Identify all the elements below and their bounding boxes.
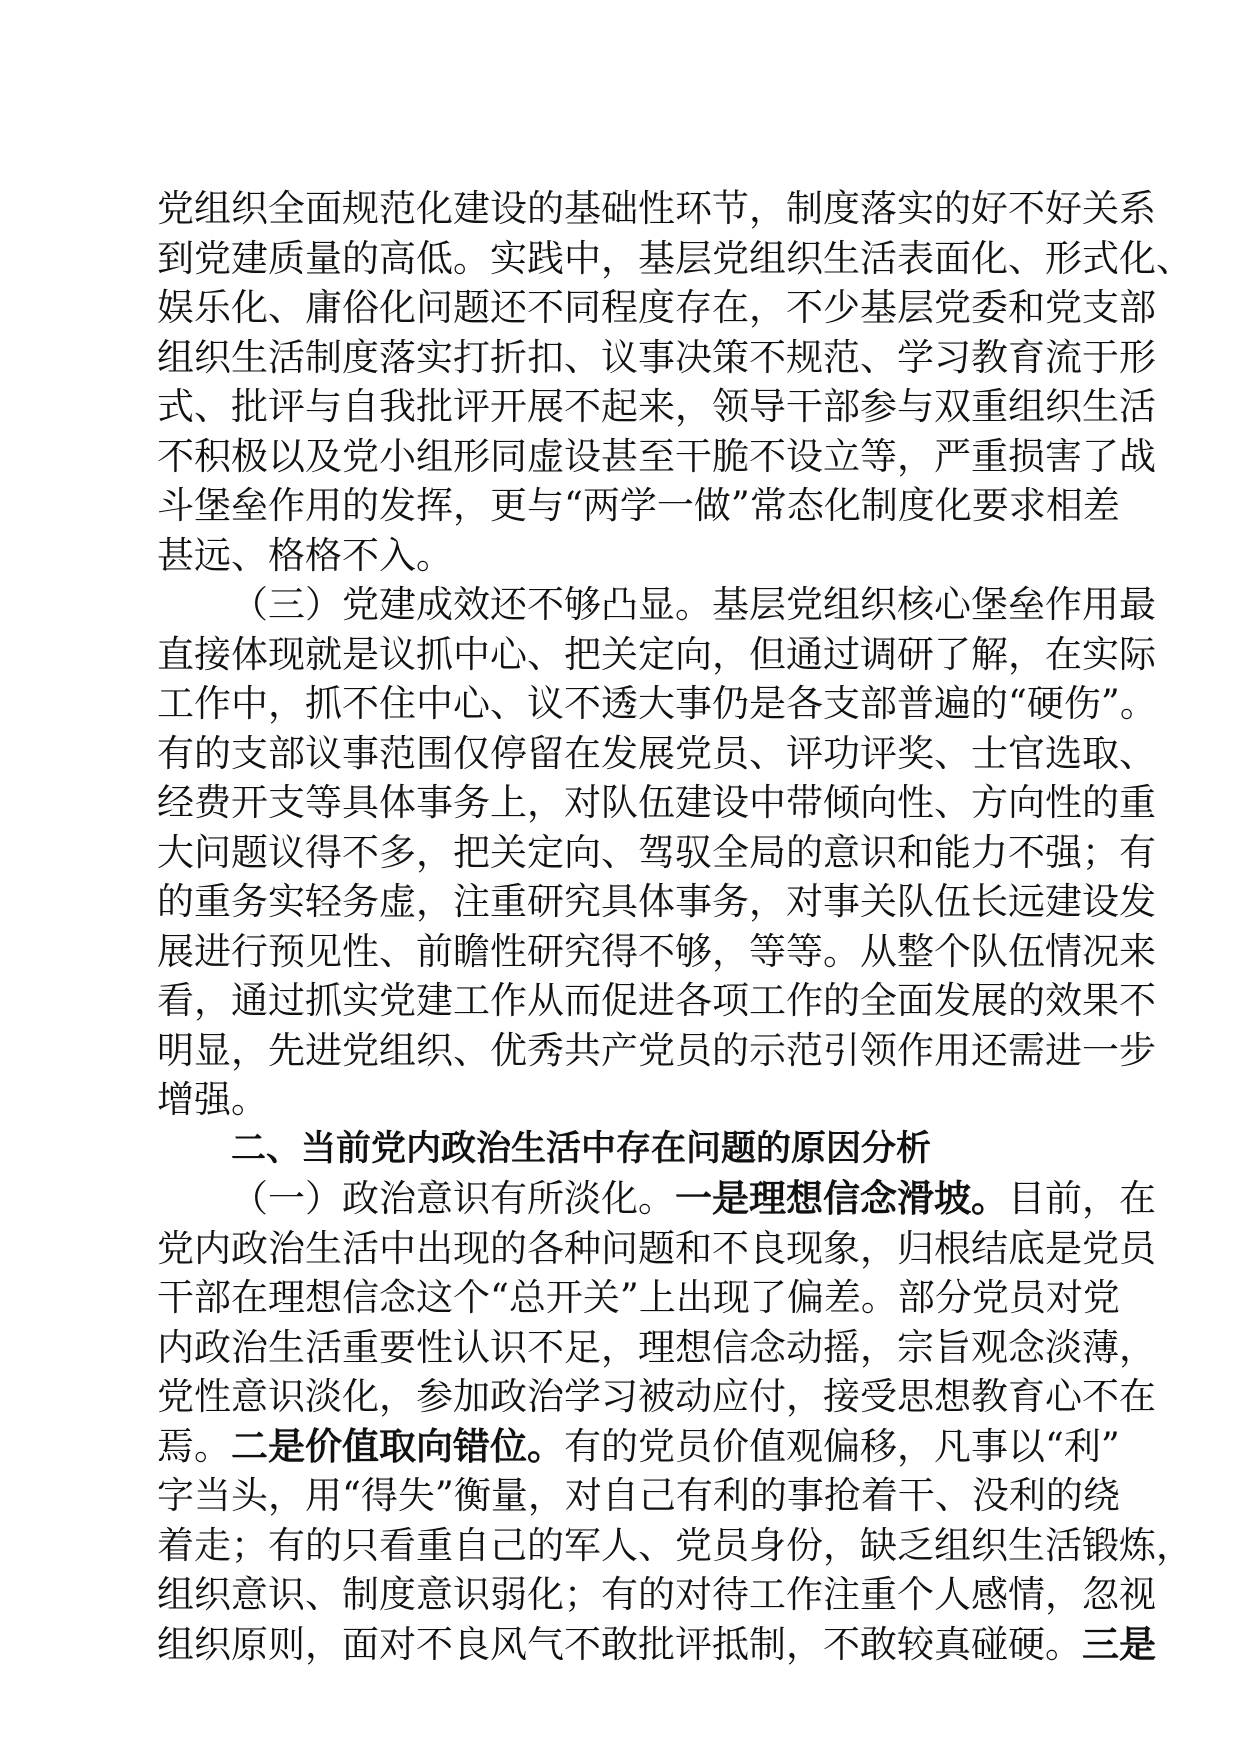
body-text: 看，通过抓实党建工作从而促进各项工作的全面发展的效果不 (157, 979, 1156, 1022)
body-text: 党性意识淡化，参加政治学习被动应付，接受思想教育心不在 (157, 1375, 1156, 1418)
body-text: 有的党员价值观偏移，凡事以“利” (564, 1424, 1120, 1468)
text-line (157, 1620, 1156, 1670)
text-line (157, 1471, 1120, 1521)
body-text: 的重务实轻务虚，注重研究具体事务，对事关队伍长远建设发 (157, 880, 1156, 923)
text-line (157, 481, 1120, 531)
text-line (157, 184, 1156, 234)
text-line (157, 580, 1156, 630)
body-text: 展进行预见性、前瞻性研究得不够，等等。从整个队伍情况来 (157, 929, 1156, 973)
body-text: （三）党建成效还不够凸显。基层党组织核心堡垒作用最 (231, 583, 1156, 626)
bold-text: 三是 (1082, 1622, 1156, 1666)
bold-text: 一是理想信念滑坡。 (675, 1177, 1008, 1220)
body-text: 斗堡垒作用的发挥，更与“两学一做”常态化制度化要求相差 (157, 484, 1120, 527)
body-text: 大问题议得不多，把关定向、驾驭全局的意识和能力不强；有 (157, 830, 1156, 874)
text-line (157, 234, 1193, 284)
text-line (157, 877, 1156, 927)
text-line (157, 679, 1157, 729)
text-line (157, 976, 1156, 1026)
text-line (157, 382, 1156, 432)
body-text: 式、批评与自我批评开展不起来，领导干部参与双重组织生活 (157, 385, 1156, 428)
text-line (157, 1273, 1120, 1323)
text-line (157, 1224, 1156, 1274)
bold-text: 二、当前党内政治生活中存在问题的原因分析 (231, 1128, 932, 1169)
body-text: 直接体现就是议抓中心、把关定向，但通过调研了解，在实际 (157, 632, 1156, 676)
body-text: 着走；有的只看重自己的军人、党员身份，缺乏组织生活锻炼， (157, 1523, 1193, 1567)
body-text: 经费开支等具体事务上，对队伍建设中带倾向性、方向性的重 (157, 781, 1156, 824)
text-line (157, 1372, 1156, 1422)
body-text: 娱乐化、庸俗化问题还不同程度存在，不少基层党委和党支部 (157, 286, 1156, 329)
body-text: 明显，先进党组织、优秀共产党员的示范引领作用还需进一步 (157, 1028, 1156, 1072)
body-text: 到党建质量的高低。实践中，基层党组织生活表面化、形式化、 (157, 236, 1193, 280)
text-line (157, 828, 1156, 878)
text-line (157, 1323, 1156, 1373)
text-line (157, 333, 1156, 383)
body-text: 工作中，抓不住中心、议不透大事仍是各支部普遍的“硬伤”。 (157, 682, 1157, 725)
bold-text: 二是价值取向错位。 (231, 1424, 564, 1468)
body-text: 组织原则，面对不良风气不敢批评抵制，不敢较真碰硬。 (157, 1622, 1082, 1666)
body-text: 党内政治生活中出现的各种问题和不良现象，归根结底是党员 (157, 1226, 1156, 1270)
text-line (157, 432, 1156, 482)
body-text: 焉。 (157, 1424, 231, 1468)
text-line (157, 630, 1156, 680)
text-line (157, 531, 1082, 581)
body-text: 组织意识、制度意识弱化；有的对待工作注重个人感情，忽视 (157, 1573, 1156, 1616)
body-text: 内政治生活重要性认识不足，理想信念动摇，宗旨观念淡薄， (157, 1325, 1156, 1369)
body-text: 目前，在 (1008, 1177, 1156, 1220)
text-line (157, 1570, 1156, 1620)
body-text: 党组织全面规范化建设的基础性环节，制度落实的好不好关系 (157, 187, 1156, 230)
section-heading (157, 1125, 1082, 1175)
text-line (157, 1521, 1193, 1571)
body-text: 增强。 (157, 1078, 268, 1121)
body-text: 干部在理想信念这个“总开关”上出现了偏差。部分党员对党 (157, 1276, 1120, 1319)
body-text: 甚远、格格不入。 (157, 533, 453, 577)
body-text: 组织生活制度落实打折扣、议事决策不规范、学习教育流于形 (157, 335, 1156, 379)
document-page (157, 184, 1193, 1669)
body-text: 不积极以及党小组形同虚设甚至干脆不设立等，严重损害了战 (157, 434, 1156, 478)
text-line (157, 1422, 1120, 1472)
text-line (157, 778, 1156, 828)
text-line (157, 927, 1156, 977)
text-line (157, 729, 1156, 779)
body-text: （一）政治意识有所淡化。 (231, 1177, 675, 1220)
body-text: 有的支部议事范围仅停留在发展党员、评功评奖、士官选取、 (157, 731, 1156, 775)
text-line (157, 1026, 1156, 1076)
text-line (157, 1075, 1082, 1125)
body-text: 字当头，用“得失”衡量，对自己有利的事抢着干、没利的绕 (157, 1474, 1120, 1517)
text-line (157, 283, 1156, 333)
text-line (157, 1174, 1156, 1224)
